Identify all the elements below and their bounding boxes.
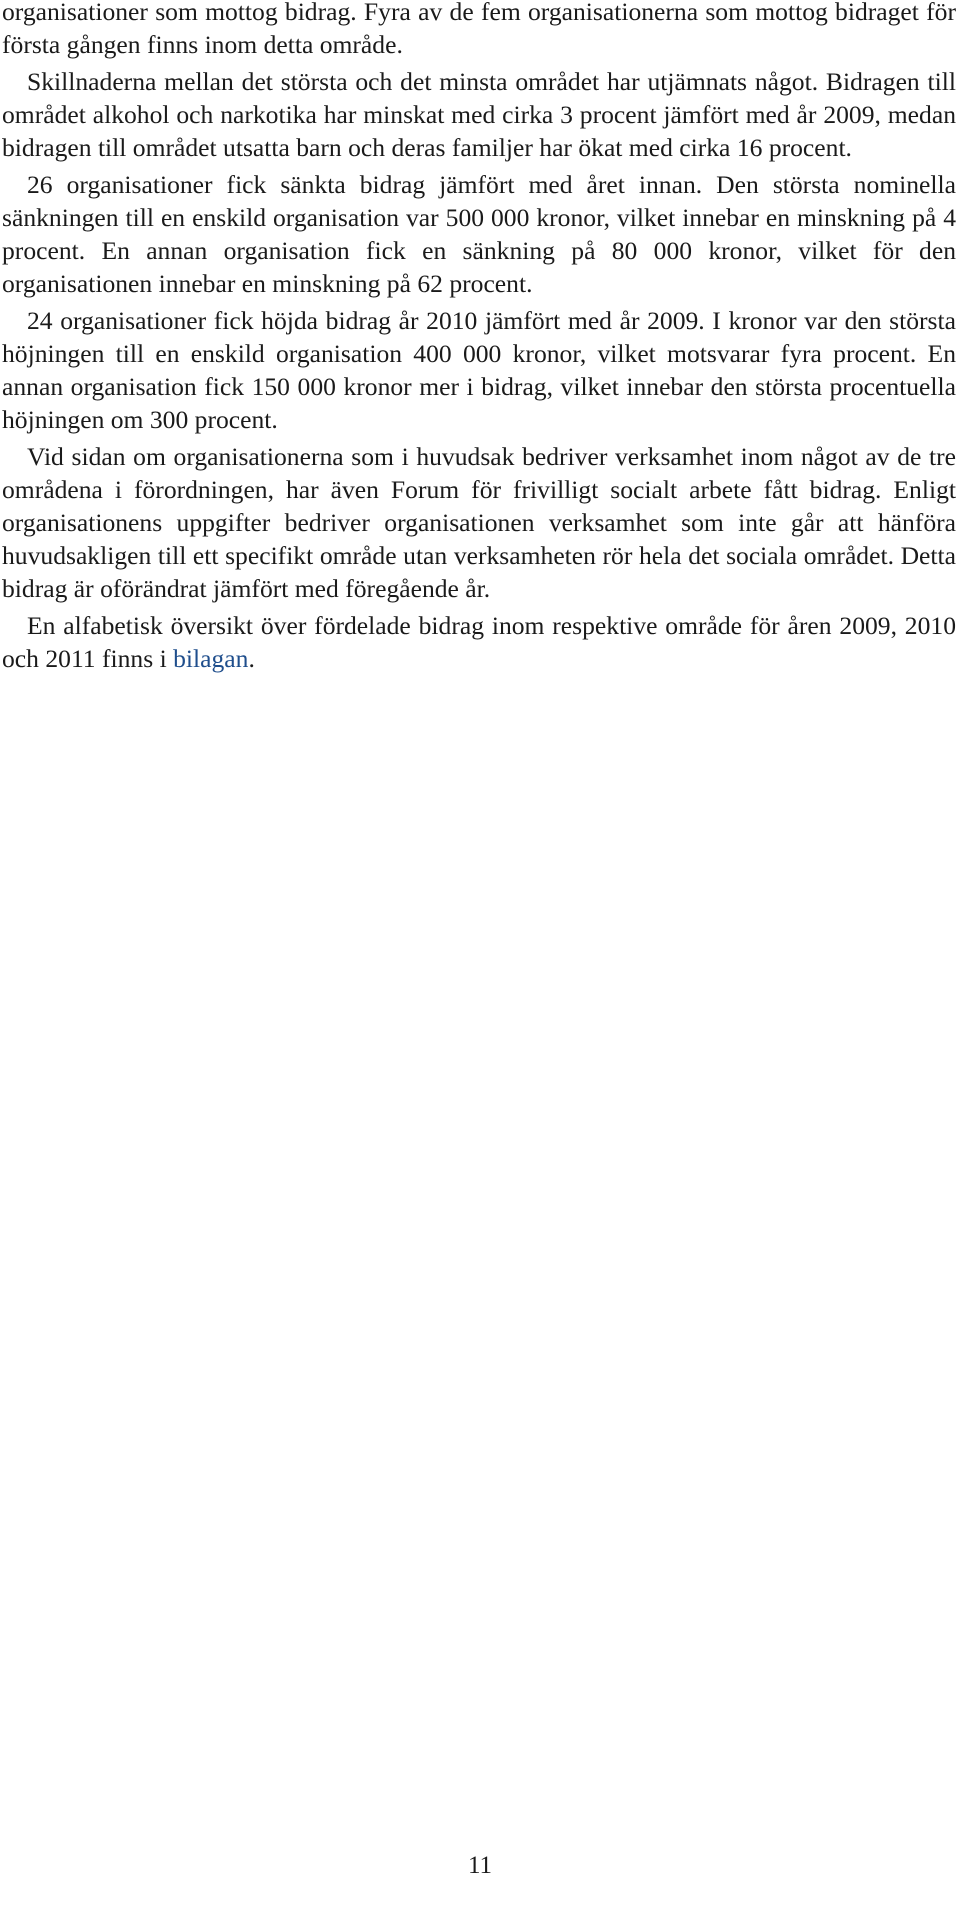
paragraph-2: Skillnaderna mellan det största och det minsta området har utjämnats något. Bidragen till området alkohol och narkotika har minskat med cirka 3 procent jämfört med år 2009, medan bidragen till området utsatta barn och deras familjer har ökat med cirka 16 procent. <box>2 67 956 162</box>
paragraph-6 <box>2 609 956 675</box>
paragraph-4: 24 organisationer fick höjda bidrag år 2010 jämfört med år 2009. I kronor var den största höjningen till en enskild organisation 400 000 kronor, vilket motsvarar fyra procent. En annan organisation fick 150 000 kronor mer i bidrag, vilket innebar den största procentuella höjningen om 300 procent. <box>2 306 956 434</box>
document-page <box>2 0 956 679</box>
paragraph-6-end: . <box>248 644 255 673</box>
page-number: 11 <box>467 1852 493 1879</box>
paragraph-5: Vid sidan om organisationerna som i huvudsak bedriver verksamhet inom något av de tre områdena i förordningen, har även Forum för frivilligt socialt arbete fått bidrag. Enligt organisationens uppgifter bedriver organisationen verksamhet som inte går att hänföra huvudsakligen till ett specifikt område utan verksamheten rör hela det sociala området. Detta bidrag är oförändrat jämfört med föregående år. <box>2 442 956 603</box>
paragraph-6-text: En alfabetisk översikt över fördelade bidrag inom respektive område för åren 2009, 2010 och 2011 finns i <box>2 611 956 673</box>
appendix-link[interactable]: bilagan <box>173 644 249 673</box>
paragraph-1: organisationer som mottog bidrag. Fyra av de fem organisationerna som mottog bidraget för första gången finns inom detta område. <box>2 0 956 59</box>
paragraph-3: 26 organisationer fick sänkta bidrag jämfört med året innan. Den största nominella sänkningen till en enskild organisation var 500 000 kronor, vilket innebar en minskning på 4 procent. En annan organisation fick en sänkning på 80 000 kronor, vilket för den organisationen innebar en minskning på 62 procent. <box>2 170 956 298</box>
